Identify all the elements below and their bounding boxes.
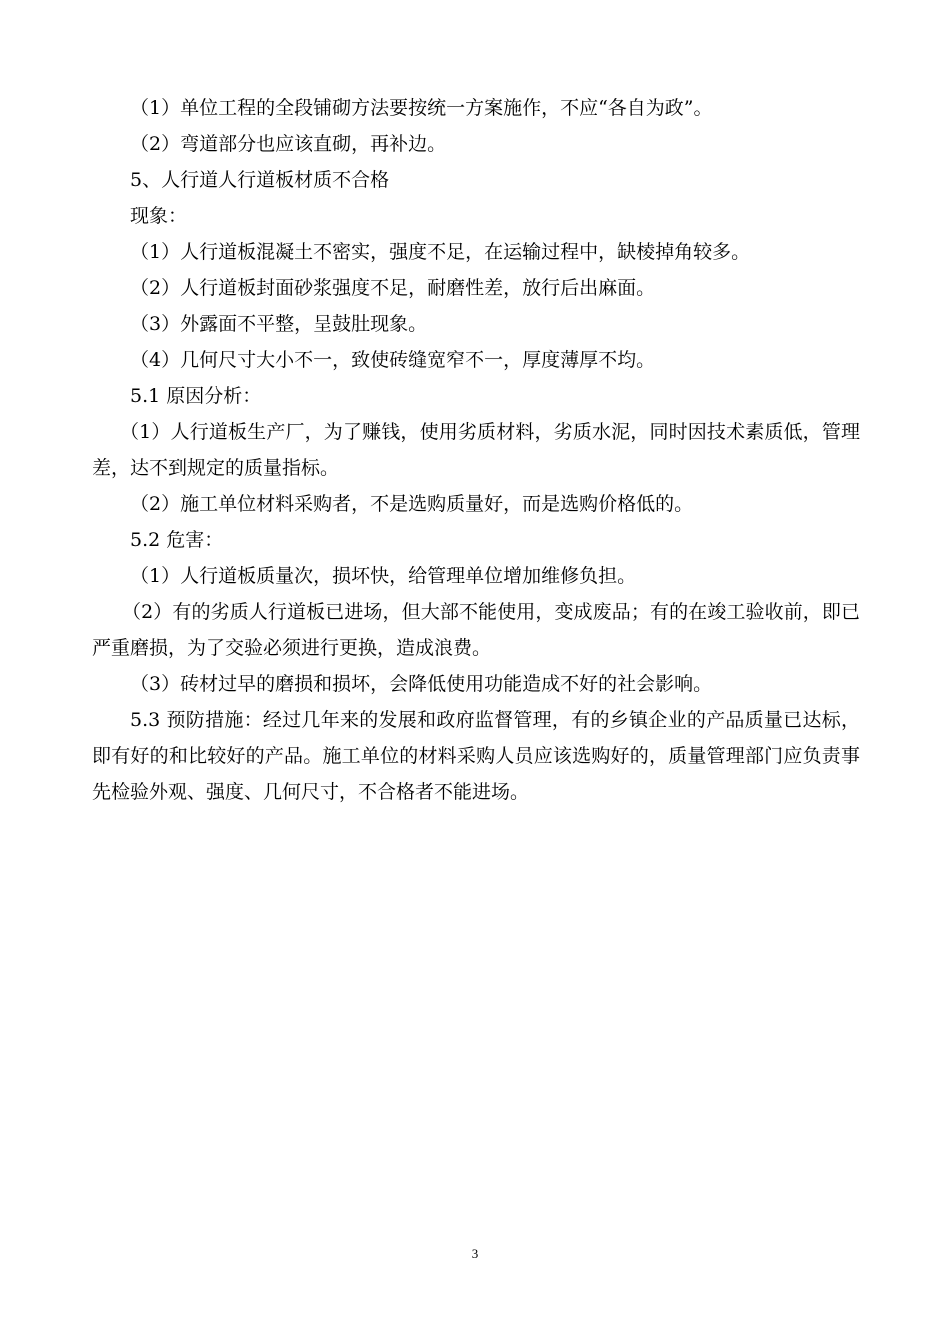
page-number: 3 [471, 1246, 479, 1261]
paragraph-cause-1: （1）人行道板生产厂，为了赚钱，使用劣质材料，劣质水泥，同时因技术素质低，管理差，达不到规定的质量指标。 [92, 421, 860, 479]
document-body [92, 90, 860, 810]
paragraph-phenomenon-label: 现象： [130, 205, 188, 227]
paragraph-harm-3: （3）砖材过早的磨损和损坏，会降低使用功能造成不好的社会影响。 [130, 673, 713, 695]
paragraph-2: （2）弯道部分也应该直砌，再补边。 [130, 133, 447, 155]
paragraph-phenomenon-1: （1）人行道板混凝土不密实，强度不足，在运输过程中，缺棱掉角较多。 [130, 241, 751, 263]
paragraph-cause-2: （2）施工单位材料采购者，不是选购质量好，而是选购价格低的。 [130, 493, 694, 515]
paragraph-1: （1）单位工程的全段铺砌方法要按统一方案施作，不应“各自为政”。 [130, 97, 713, 119]
subheading-5-1: 5.1 原因分析： [130, 385, 262, 407]
section-heading-5: 5、人行道人行道板材质不合格 [130, 169, 390, 191]
paragraph-phenomenon-2: （2）人行道板封面砂浆强度不足，耐磨性差，放行后出麻面。 [130, 277, 656, 299]
paragraph-harm-1: （1）人行道板质量次，损坏快，给管理单位增加维修负担。 [130, 565, 637, 587]
paragraph-phenomenon-3: （3）外露面不平整，呈鼓肚现象。 [130, 313, 428, 335]
subheading-5-2: 5.2 危害： [130, 529, 224, 551]
paragraph-harm-2: （2）有的劣质人行道板已进场，但大部不能使用，变成废品；有的在竣工验收前，即已严重磨损，为了交验必须进行更换，造成浪费。 [92, 601, 860, 659]
paragraph-phenomenon-4: （4）几何尺寸大小不一，致使砖缝宽窄不一，厚度薄厚不均。 [130, 349, 656, 371]
paragraph-prevention: 5.3 预防措施：经过几年来的发展和政府监督管理，有的乡镇企业的产品质量已达标，即有好的和比较好的产品。施工单位的材料采购人员应该选购好的，质量管理部门应负责事先检验外观、强度、几何尺寸，不合格者不能进场。 [92, 709, 860, 803]
